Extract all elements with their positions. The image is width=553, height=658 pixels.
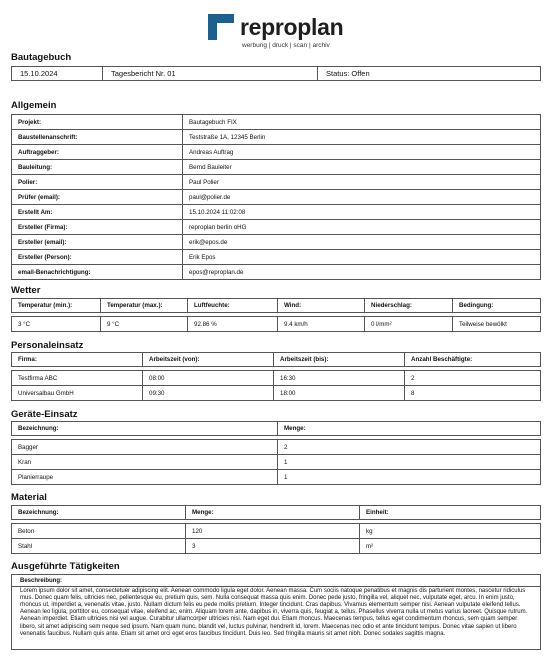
staff-table-cell: 18:00 [274,386,405,401]
section-title-personaleinsatz: Personaleinsatz [11,340,84,351]
staff-table-cell: 09:30 [143,386,274,401]
section-title-allgemein: Allgemein [11,100,57,111]
general-info-row [12,190,541,205]
general-info-row [12,175,541,190]
general-info-label: Polier: [12,175,183,190]
material-table-row [12,524,541,539]
equipment-table-row [12,470,541,485]
brand-logo [208,14,368,54]
report-date: 15.10.2024 [12,67,103,81]
general-info-label: Ersteller (Firma): [12,220,183,235]
weather-col-wind: Wind: [278,299,365,313]
weather-precipitation: 0 l/mm² [365,317,453,332]
general-info-label: Erstellt Am: [12,205,183,220]
general-info-value: reproplan berlin oHG [183,220,541,235]
material-table-cell: Stahl [12,539,186,554]
material-table-row [12,539,541,554]
equipment-table-cell: Planierraupe [12,470,278,485]
material-col-quantity: Menge: [186,506,360,520]
report-number: Tagesbericht Nr. 01 [103,67,318,81]
equipment-table-row [12,440,541,455]
brand-name: reproplan [240,14,344,40]
general-info-value: erik@epos.de [183,235,541,250]
general-info-label: Ersteller (Person): [12,250,183,265]
equipment-table-row [12,455,541,470]
material-table [11,505,541,554]
weather-humidity: 92.86 % [188,317,278,332]
staff-col-start: Arbeitszeit (von): [143,353,274,367]
staff-table-cell: Universalbau GmbH [12,386,143,401]
equipment-table [11,421,541,485]
general-info-label: Baustellenanschrift: [12,130,183,145]
general-info-row [12,220,541,235]
section-title-wetter: Wetter [11,285,41,296]
staff-table [11,352,541,401]
general-info-row [12,205,541,220]
equipment-table-cell: 1 [278,455,541,470]
material-table-cell: 120 [186,524,360,539]
section-title-geraete: Geräte-Einsatz [11,409,78,420]
material-col-name: Bezeichnung: [12,506,186,520]
equipment-col-quantity: Menge: [278,422,541,436]
general-info-value: Bernd Bauleiter [183,160,541,175]
staff-table-row [12,371,541,386]
general-info-value: Teststraße 1A, 12345 Berlin [183,130,541,145]
general-info-label: Auftraggeber: [12,145,183,160]
activities-text: Lorem ipsum dolor sit amet, consectetuer adipiscing elit. Aenean commodo ligula eget dolor. Aenean massa. Cum sociis natoque penatibus et magnis dis parturient montes, nascetur ridiculus mus. Donec quam felis, ultricies nec, pellentesque eu, pretium quis, sem. Nulla consequat massa quis enim. Donec pede justo, fringilla vel, aliquet nec, vulputate eget, arcu. In enim justo, rhoncus ut, imperdiet a, venenatis vitae, justo. Nullam dictum felis eu pede mollis pretium. Integer tincidunt. Cras dapibus. Vivamus elementum semper nisi. Aenean vulputate eleifend tellus. Aenean leo ligula, porttitor eu, consequat vitae, eleifend ac, enim. Aliquam lorem ante, dapibus in, viverra quis, feugiat a, tellus. Phasellus viverra nulla ut metus varius laoreet. Quisque rutrum. Aenean imperdiet. Etiam ultricies nisi vel augue. Curabitur ullamcorper ultricies nisi. Nam eget dui. Etiam rhoncus. Maecenas tempus, tellus eget condimentum rhoncus, sem quam semper libero, sit amet adipiscing sem neque sed ipsum. Nam quam nunc, blandit vel, luctus pulvinar, hendrerit id, lorem. Maecenas nec odio et ante tincidunt tempus. Donec vitae sapien ut libero venenatis faucibus. Nullam quis ante. Etiam sit amet orci eget eros faucibus tincidunt. Duis leo. Sed fringilla mauris sit amet nibh. Donec sodales sagittis magna. [20,588,528,637]
general-info-row [12,130,541,145]
general-info-row [12,160,541,175]
material-table-cell: Beton [12,524,186,539]
brand-tagline: werbung | druck | scan | archiv [242,42,330,49]
general-info-label: Projekt: [12,115,183,130]
general-info-row [12,145,541,160]
section-title-taetigkeiten: Ausgeführte Tätigkeiten [11,561,120,572]
equipment-table-cell: 1 [278,470,541,485]
staff-table-cell: Testfirma ABC [12,371,143,386]
general-info-label: Prüfer (email): [12,190,183,205]
general-info-value: epos@reproplan.de [183,265,541,280]
general-info-value: 15.10.2024 11:02:08 [183,205,541,220]
general-info-label: email-Benachrichtigung: [12,265,183,280]
material-table-cell: 3 [186,539,360,554]
material-table-cell: m² [360,539,541,554]
weather-table [11,298,541,332]
general-info-label: Ersteller (email): [12,235,183,250]
weather-col-precipitation: Niederschlag: [365,299,453,313]
general-info-value: Andreas Auftrag [183,145,541,160]
general-info-row [12,115,541,130]
staff-col-end: Arbeitszeit (bis): [274,353,405,367]
general-info-value: Paul Polier [183,175,541,190]
general-info-value: Erik Epos [183,250,541,265]
weather-col-temp-max: Temperatur (max.): [101,299,188,313]
report-header-table [11,66,541,81]
general-info-label: Bauleitung: [12,160,183,175]
general-info-row [12,235,541,250]
section-title-material: Material [11,492,47,503]
equipment-table-cell: 2 [278,440,541,455]
staff-table-row [12,386,541,401]
report-status: Status: Offen [318,67,541,81]
activities-box [11,574,541,650]
material-table-cell: kg [360,524,541,539]
weather-temp-max: 9 °C [101,317,188,332]
reproplan-logo-icon [208,14,234,40]
equipment-col-name: Bezeichnung: [12,422,278,436]
general-info-row [12,250,541,265]
weather-col-temp-min: Temperatur (min.): [12,299,101,313]
staff-table-cell: 16:30 [274,371,405,386]
equipment-table-cell: Bagger [12,440,278,455]
staff-col-count: Anzahl Beschäftigte: [405,353,541,367]
general-info-row [12,265,541,280]
activities-label: Beschreibung: [12,575,540,587]
section-title-bautagebuch: Bautagebuch [11,52,72,63]
equipment-table-cell: Kran [12,455,278,470]
general-info-value: Bautagebuch FIX [183,115,541,130]
weather-col-condition: Bedingung: [453,299,541,313]
general-info-value: paul@polier.de [183,190,541,205]
staff-table-cell: 08:00 [143,371,274,386]
staff-table-cell: 8 [405,386,541,401]
weather-col-humidity: Luftfeuchte: [188,299,278,313]
weather-condition: Teilweise bewölkt [453,317,541,332]
general-info-table [11,114,541,280]
staff-table-cell: 2 [405,371,541,386]
weather-temp-min: 3 °C [12,317,101,332]
weather-wind: 9.4 km/h [278,317,365,332]
staff-col-company: Firma: [12,353,143,367]
material-col-unit: Einheit: [360,506,541,520]
